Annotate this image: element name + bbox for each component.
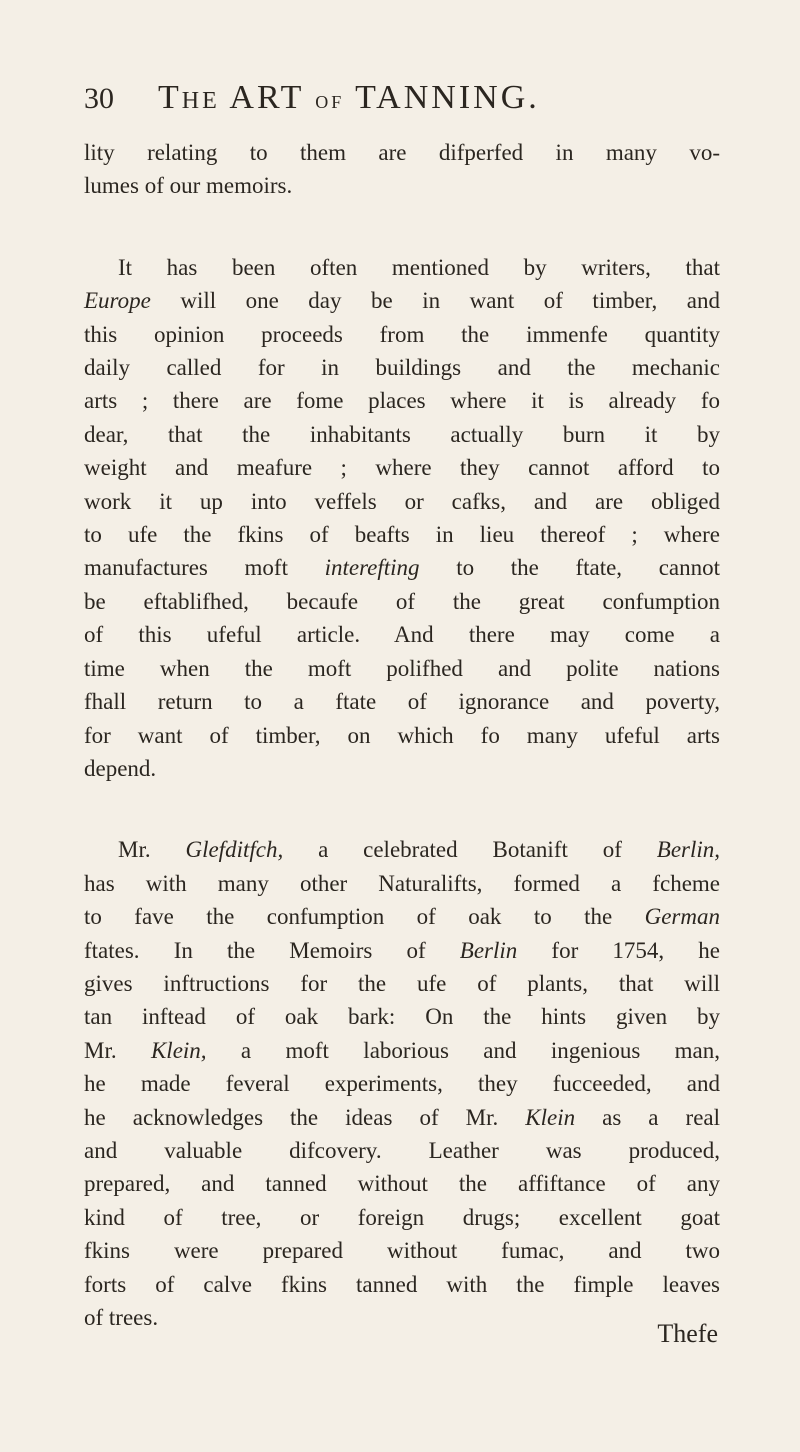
text-line: ftates. In the Memoirs of Berlin for 1754, he	[84, 937, 720, 963]
paragraph-1	[84, 136, 720, 203]
text-line: for want of timber, on which fo many ufeful arts	[84, 722, 720, 748]
text-line: daily called for in buildings and the mechanic	[84, 355, 720, 381]
text-line: fhall return to a ftate of ignorance and poverty,	[84, 689, 720, 715]
running-head-tanning: TANNING.	[355, 79, 540, 116]
text-line: gives inftructions for the ufe of plants, that will	[84, 970, 720, 996]
text-line: this opinion proceeds from the immenfe quantity	[84, 321, 720, 347]
text-line: kind of tree, or foreign drugs; excellent goat	[84, 1204, 720, 1230]
text-line: tan inftead of oak bark: On the hints given by	[84, 1004, 720, 1030]
text-line: work it up into veffels or cafks, and are obliged	[84, 488, 720, 514]
text-line: arts ; there are fome places where it is already fo	[84, 388, 720, 414]
text-line: to ufe the fkins of beafts in lieu thereof ; where	[84, 522, 720, 548]
text-line: Mr. Glefditfch, a celebrated Botanift of Berlin,	[118, 837, 721, 863]
text-line: forts of calve fkins tanned with the fimple leaves	[84, 1271, 720, 1297]
paragraph-3	[84, 833, 720, 1334]
running-head-art: ART	[229, 79, 304, 116]
text-line: be eftablifhed, becaufe of the great confumption	[84, 588, 720, 614]
text-line: time when the moft polifhed and polite nations	[84, 655, 720, 681]
text-line: and valuable difcovery. Leather was produced,	[84, 1137, 720, 1163]
running-head-the: The	[158, 79, 220, 116]
text-line: he acknowledges the ideas of Mr. Klein as a real	[84, 1104, 720, 1130]
body-text	[84, 136, 720, 1334]
text-line: depend.	[84, 755, 157, 781]
text-line: Europe will one day be in want of timber, and	[84, 288, 720, 314]
text-line: It has been often mentioned by writers, that	[118, 254, 720, 280]
paragraph-2	[84, 251, 720, 786]
running-head	[84, 76, 684, 120]
page-number: 30	[84, 82, 114, 115]
text-line: manufactures moft interefting to the ftate, cannot	[84, 555, 720, 581]
text-line: prepared, and tanned without the affiftance of any	[84, 1171, 720, 1197]
catchword: Thefe	[657, 1319, 718, 1348]
text-line: has with many other Naturalifts, formed a fcheme	[84, 870, 720, 896]
running-head-of: of	[315, 85, 345, 114]
paragraph-gap	[84, 785, 720, 833]
text-line: of this ufeful article. And there may come a	[84, 622, 720, 648]
text-line: lumes of our memoirs.	[84, 173, 293, 199]
text-line: lity relating to them are difperfed in many vo-	[84, 140, 720, 165]
paragraph-gap	[84, 203, 720, 251]
text-line: fkins were prepared without fumac, and two	[84, 1238, 720, 1264]
text-line: he made feveral experiments, they fucceeded, and	[84, 1071, 720, 1097]
text-line: dear, that the inhabitants actually burn it by	[84, 421, 720, 447]
text-line: Mr. Klein, a moft laborious and ingenious man,	[84, 1037, 721, 1063]
text-line: of trees.	[84, 1305, 159, 1330]
text-line: weight and meafure ; where they cannot afford to	[84, 455, 720, 481]
text-line: to fave the confumption of oak to the German	[84, 904, 720, 930]
